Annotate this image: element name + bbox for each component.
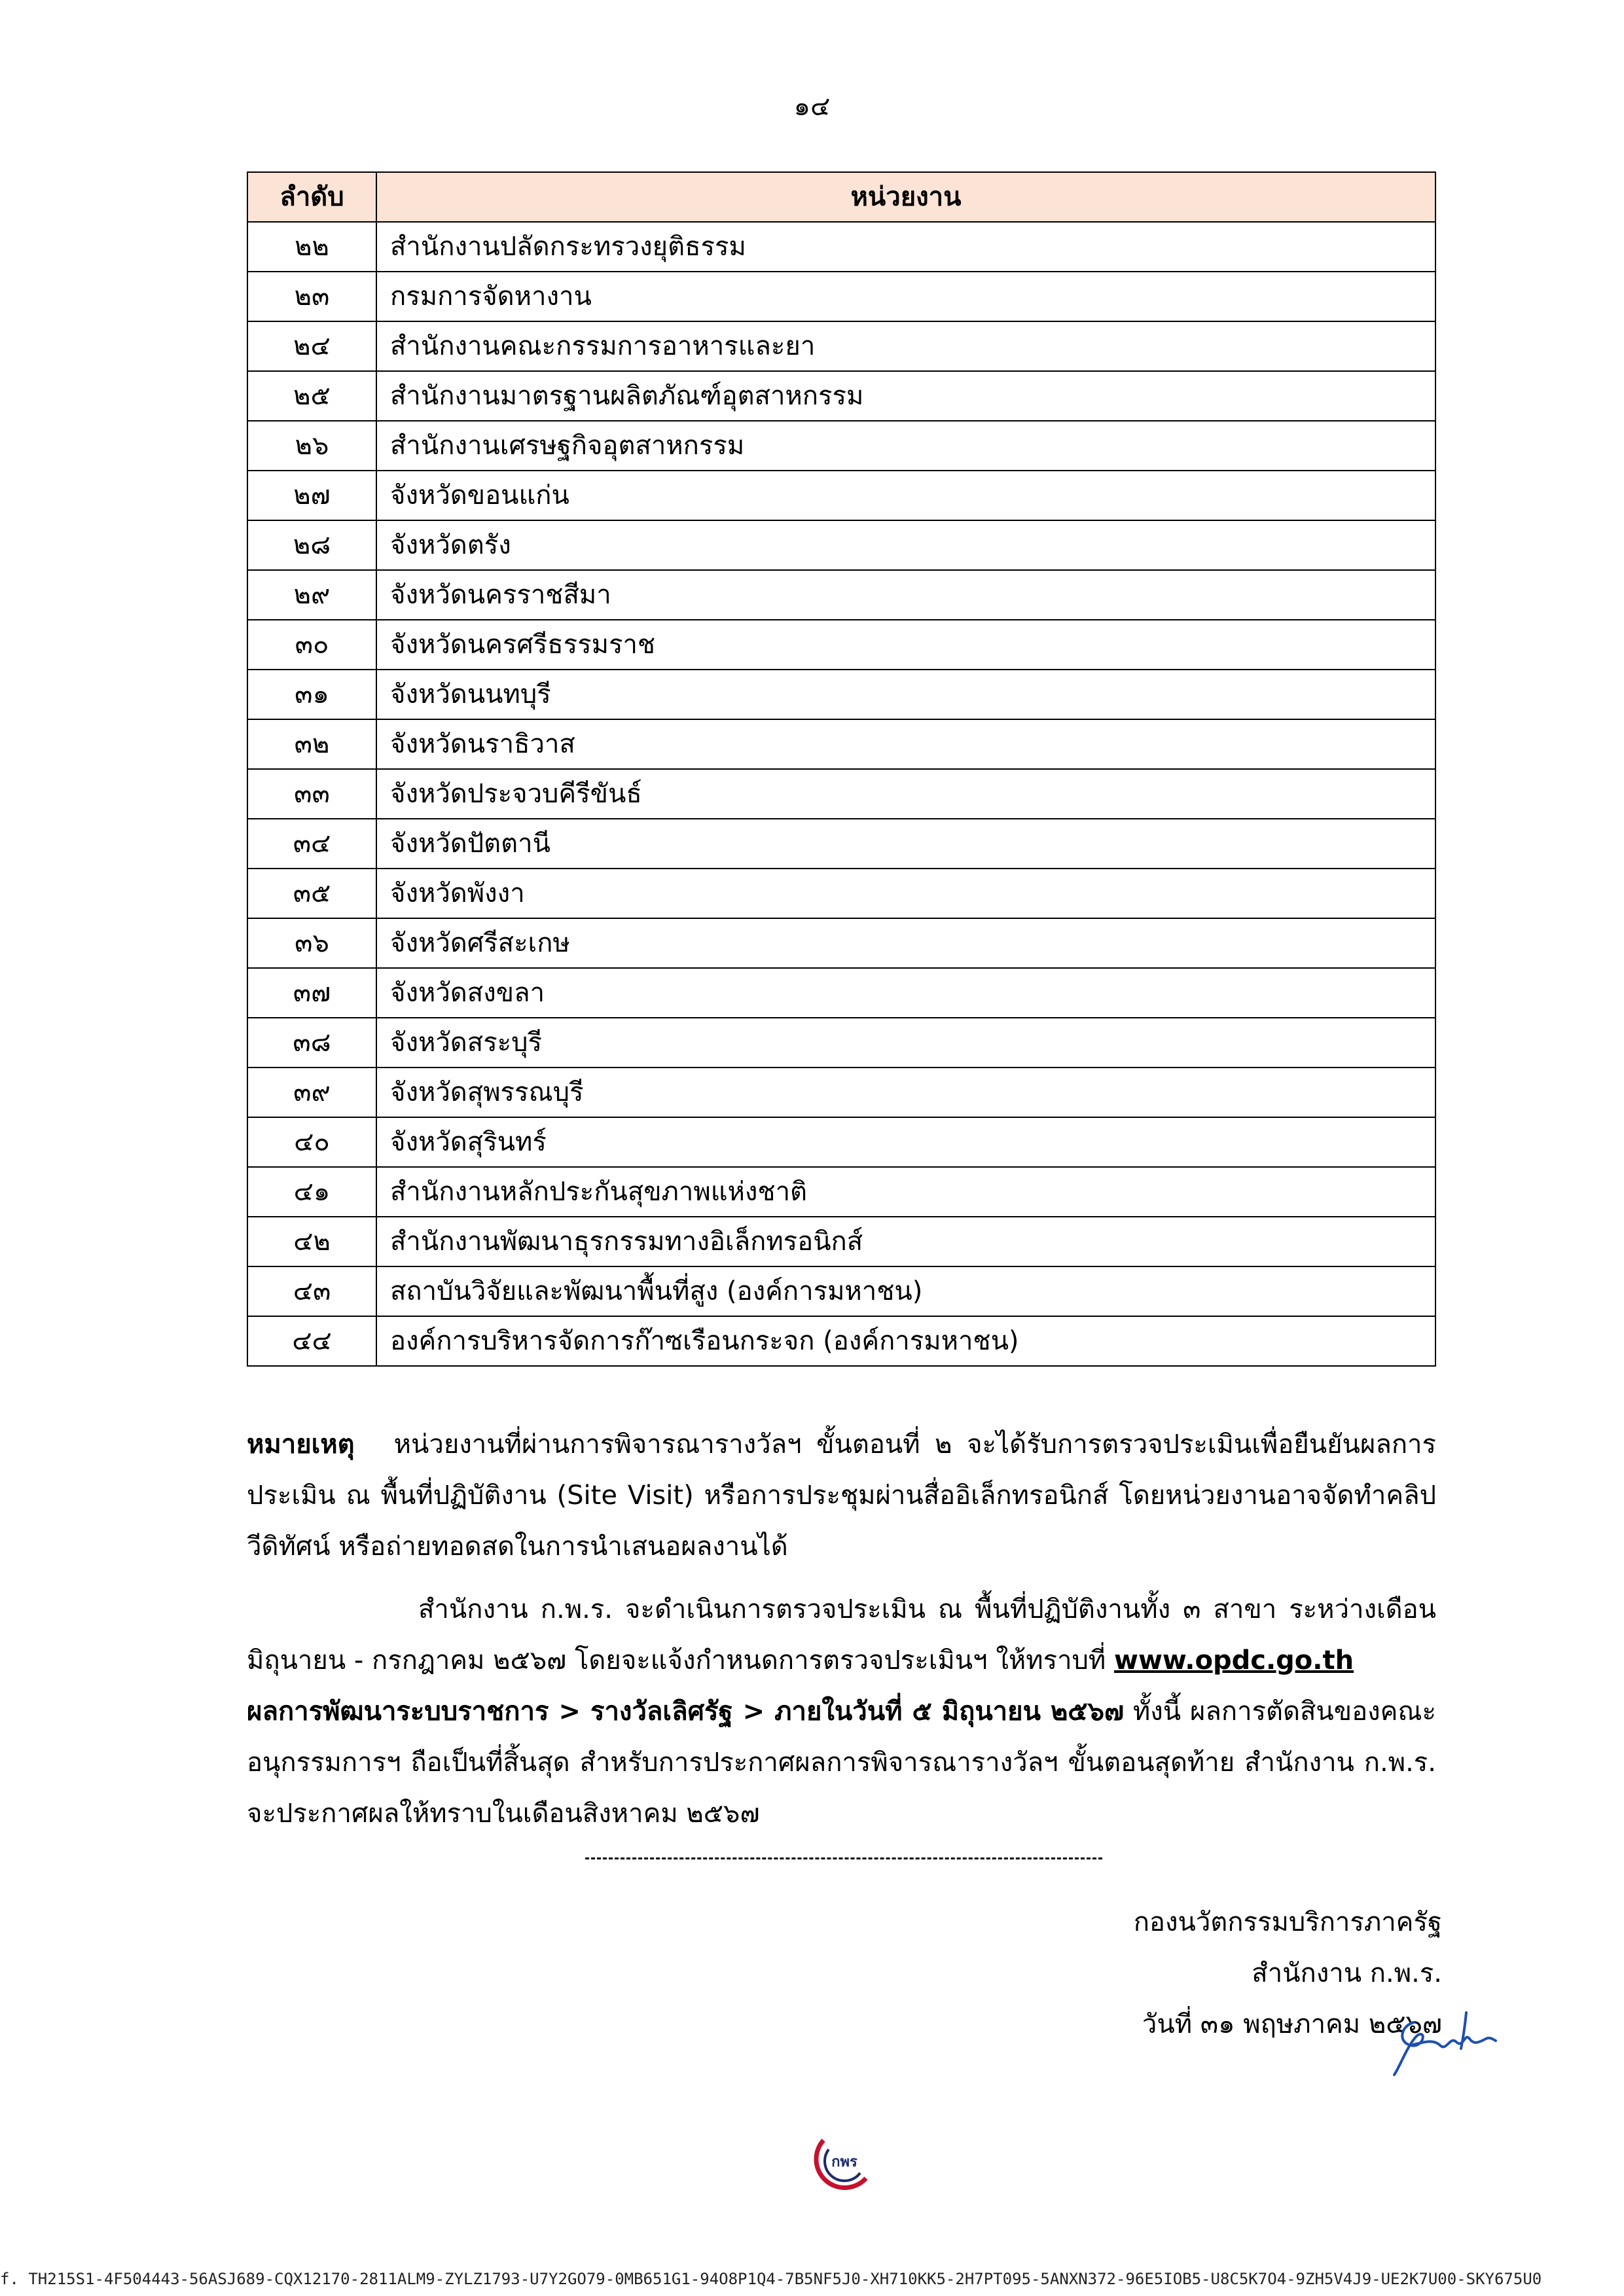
table-body bbox=[247, 222, 1435, 1366]
issuer-division: กองนวัตกรรมบริการภาครัฐ bbox=[1133, 1907, 1442, 1937]
agency-name: จังหวัดปัตตานี bbox=[376, 819, 1435, 869]
table-row bbox=[247, 819, 1435, 869]
row-number: ๒๘ bbox=[247, 520, 376, 570]
row-number: ๒๕ bbox=[247, 371, 376, 421]
agency-name: สำนักงานหลักประกันสุขภาพแห่งชาติ bbox=[376, 1167, 1435, 1217]
agency-name: สำนักงานปลัดกระทรวงยุติธรรม bbox=[376, 222, 1435, 272]
svg-text:กพร: กพร bbox=[831, 2154, 857, 2170]
announcement-text-after: ทั้งนี้ ผลการตัดสินของคณะอนุกรรมการฯ ถือเป็นที่สิ้นสุด สำหรับการประกาศผลการพิจารณารางวัลฯ ขั้นตอนสุดท้าย สำนักงาน ก.พ.ร. จะประกาศผลให้ทราบในเดือนสิงหาคม ๒๕๖๗ bbox=[247, 1696, 1437, 1829]
announcement-text-before: สำนักงาน ก.พ.ร. จะดำเนินการตรวจประเมิน ณ พื้นที่ปฏิบัติงานทั้ง ๓ สาขา ระหว่างเดือนมิถุนายน - กรกฎาคม ๒๕๖๗ โดยจะแจ้งกำหนดการตรวจประเมินฯ ให้ทราบที่ bbox=[247, 1594, 1436, 1676]
agency-name: สำนักงานเศรษฐกิจอุตสาหกรรม bbox=[376, 421, 1435, 471]
row-number: ๓๕ bbox=[247, 869, 376, 918]
agency-name: สถาบันวิจัยและพัฒนาพื้นที่สูง (องค์การมหาชน) bbox=[376, 1266, 1435, 1316]
row-number: ๒๒ bbox=[247, 222, 376, 272]
table-header-row bbox=[247, 172, 1435, 222]
agency-name: จังหวัดสุรินทร์ bbox=[376, 1117, 1435, 1167]
row-number: ๔๑ bbox=[247, 1167, 376, 1217]
row-number: ๒๔ bbox=[247, 321, 376, 371]
row-number: ๔๐ bbox=[247, 1117, 376, 1167]
agency-name: จังหวัดประจวบคีรีขันธ์ bbox=[376, 769, 1435, 819]
row-number: ๓๘ bbox=[247, 1018, 376, 1067]
opdc-logo bbox=[804, 2132, 876, 2191]
table-row bbox=[247, 272, 1435, 321]
agency-name: จังหวัดพังงา bbox=[376, 869, 1435, 918]
row-number: ๓๖ bbox=[247, 918, 376, 968]
row-number: ๒๓ bbox=[247, 272, 376, 321]
row-number: ๔๒ bbox=[247, 1217, 376, 1266]
remark-label: หมายเหตุ bbox=[247, 1429, 355, 1460]
agency-name: จังหวัดตรัง bbox=[376, 520, 1435, 570]
issuer-office: สำนักงาน ก.พ.ร. bbox=[1252, 1958, 1442, 1988]
table-row bbox=[247, 620, 1435, 670]
table-row bbox=[247, 222, 1435, 272]
table-row bbox=[247, 670, 1435, 719]
page-number: ๑๔ bbox=[793, 92, 831, 122]
table-row bbox=[247, 321, 1435, 371]
table-row bbox=[247, 869, 1435, 918]
row-number: ๓๒ bbox=[247, 719, 376, 769]
remark-paragraph bbox=[247, 1419, 1436, 1572]
issue-date: วันที่ ๓๑ พฤษภาคม ๒๕๖๗ bbox=[1142, 2009, 1442, 2039]
website-link[interactable]: www.opdc.go.th bbox=[1114, 1645, 1354, 1676]
table-row bbox=[247, 1067, 1435, 1117]
agency-name: จังหวัดนครราชสีมา bbox=[376, 570, 1435, 620]
agency-name: จังหวัดสงขลา bbox=[376, 968, 1435, 1018]
table-row bbox=[247, 719, 1435, 769]
row-number: ๒๙ bbox=[247, 570, 376, 620]
remark-text: หน่วยงานที่ผ่านการพิจารณารางวัลฯ ขั้นตอนที่ ๒ จะได้รับการตรวจประเมินเพื่อยืนยันผลการประเมิน ณ พื้นที่ปฏิบัติงาน (Site Visit) หรือการประชุมผ่านสื่ออิเล็กทรอนิกส์ โดยหน่วยงานอาจจัดทำคลิปวีดิทัศน์ หรือถ่ายทอดสดในการนำเสนอผลงานได้ bbox=[247, 1429, 1436, 1562]
announcement-paragraph bbox=[247, 1584, 1436, 1839]
agency-name: จังหวัดขอนแก่น bbox=[376, 471, 1435, 520]
table-row bbox=[247, 1266, 1435, 1316]
agency-name: สำนักงานพัฒนาธุรกรรมทางอิเล็กทรอนิกส์ bbox=[376, 1217, 1435, 1266]
row-number: ๒๖ bbox=[247, 421, 376, 471]
table-row bbox=[247, 1167, 1435, 1217]
agency-name: จังหวัดสุพรรณบุรี bbox=[376, 1067, 1435, 1117]
dashed-divider bbox=[585, 1857, 1102, 1859]
agency-name: จังหวัดนนทบุรี bbox=[376, 670, 1435, 719]
table-row bbox=[247, 1217, 1435, 1266]
agency-name: จังหวัดนราธิวาส bbox=[376, 719, 1435, 769]
table-row bbox=[247, 520, 1435, 570]
table-row bbox=[247, 471, 1435, 520]
agency-name: องค์การบริหารจัดการก๊าซเรือนกระจก (องค์การมหาชน) bbox=[376, 1316, 1435, 1366]
row-number: ๓๓ bbox=[247, 769, 376, 819]
row-number: ๔๔ bbox=[247, 1316, 376, 1366]
table-row bbox=[247, 918, 1435, 968]
row-number: ๓๙ bbox=[247, 1067, 376, 1117]
table-row bbox=[247, 570, 1435, 620]
row-number: ๒๗ bbox=[247, 471, 376, 520]
agency-name: จังหวัดนครศรีธรรมราช bbox=[376, 620, 1435, 670]
row-number: ๓๑ bbox=[247, 670, 376, 719]
agency-name: กรมการจัดหางาน bbox=[376, 272, 1435, 321]
row-number: ๓๔ bbox=[247, 819, 376, 869]
row-number: ๔๓ bbox=[247, 1266, 376, 1316]
agency-name: สำนักงานคณะกรรมการอาหารและยา bbox=[376, 321, 1435, 371]
document-footer-code: f. TH215S1-4F504443-56ASJ689-CQX12170-2811ALM9-ZYLZ1793-U7Y2GO79-0MB651G1-94O8P1Q4-7B5NF5J0-XH710KK5-2H7PT095-5ANXN372-96E5IOB5-U8C5K7O4-9ZH5V4J9-UE2K7U00-SKY675U0 bbox=[0, 2270, 1542, 2288]
agency-table bbox=[247, 171, 1436, 1367]
column-header-agency: หน่วยงาน bbox=[376, 172, 1435, 222]
agency-name: จังหวัดสระบุรี bbox=[376, 1018, 1435, 1067]
table-row bbox=[247, 1316, 1435, 1366]
table-row bbox=[247, 1117, 1435, 1167]
table-row bbox=[247, 968, 1435, 1018]
agency-name: สำนักงานมาตรฐานผลิตภัณฑ์อุตสาหกรรม bbox=[376, 371, 1435, 421]
column-header-order: ลำดับ bbox=[247, 172, 376, 222]
table-row bbox=[247, 1018, 1435, 1067]
table-row bbox=[247, 421, 1435, 471]
agency-name: จังหวัดศรีสะเกษ bbox=[376, 918, 1435, 968]
handwritten-signature bbox=[1388, 2009, 1499, 2081]
row-number: ๓๗ bbox=[247, 968, 376, 1018]
table-row bbox=[247, 769, 1435, 819]
table-row bbox=[247, 371, 1435, 421]
website-path: ผลการพัฒนาระบบราชการ > รางวัลเลิศรัฐ > ภายในวันที่ ๕ มิถุนายน ๒๕๖๗ bbox=[247, 1696, 1125, 1727]
row-number: ๓๐ bbox=[247, 620, 376, 670]
